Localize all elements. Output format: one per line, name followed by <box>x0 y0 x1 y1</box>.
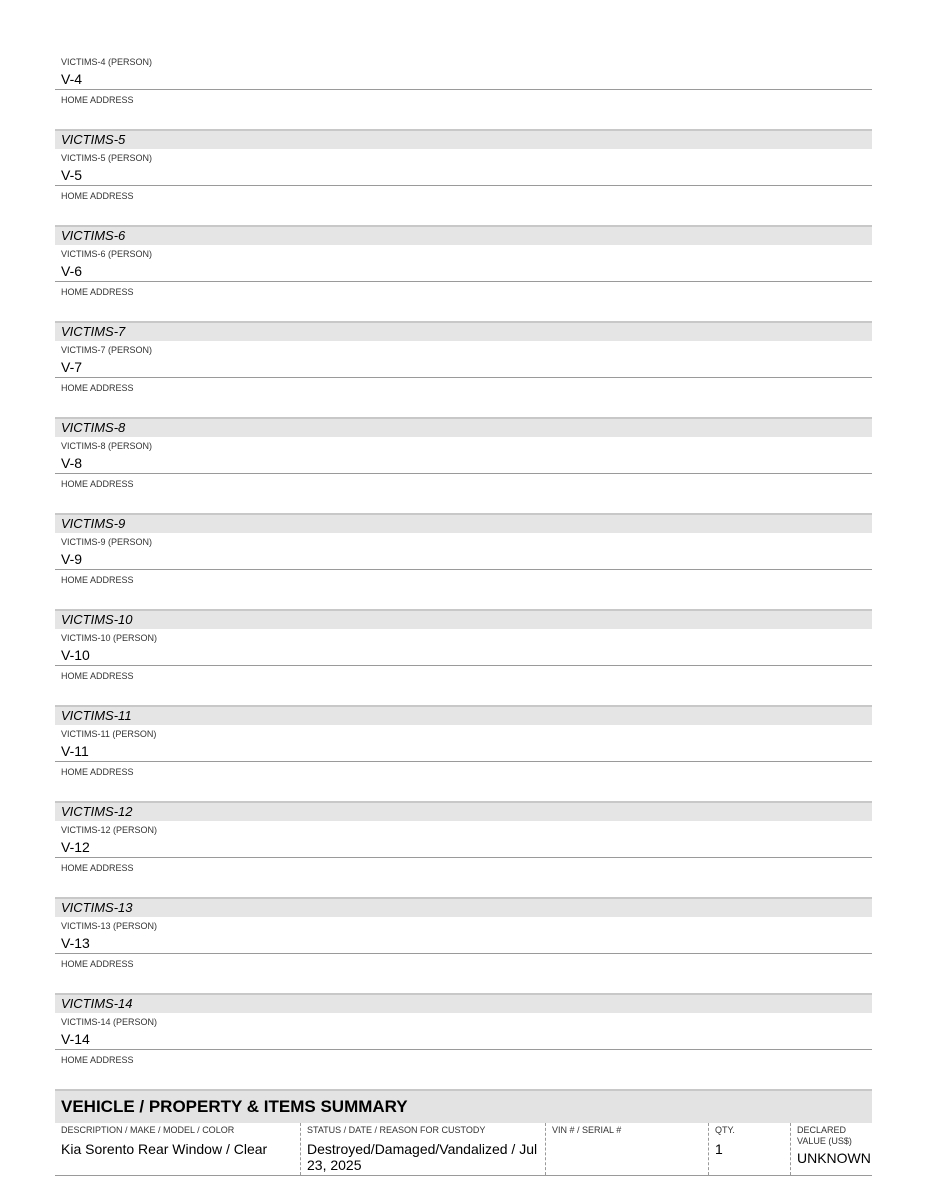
person-label: VICTIMS-10 (PERSON) <box>61 633 158 643</box>
description-cell <box>55 1123 300 1175</box>
person-value: V-4 <box>55 69 872 90</box>
home-address-label: HOME ADDRESS <box>61 479 134 489</box>
qty-cell <box>708 1123 790 1175</box>
description-header: DESCRIPTION / MAKE / MODEL / COLOR <box>61 1125 235 1135</box>
home-address-field <box>55 285 872 321</box>
declared-value-value: UNKNOWN <box>797 1150 871 1166</box>
person-label: VICTIMS-7 (PERSON) <box>61 345 153 355</box>
home-address-field <box>55 573 872 609</box>
vin-cell <box>545 1123 708 1175</box>
home-address-label: HOME ADDRESS <box>61 767 134 777</box>
section-header: VICTIMS-5 <box>55 129 872 149</box>
victim-entry-9 <box>55 513 872 609</box>
section-header: VICTIMS-12 <box>55 801 872 821</box>
home-address-label: HOME ADDRESS <box>61 575 134 585</box>
person-label: VICTIMS-13 (PERSON) <box>61 921 158 931</box>
home-address-label: HOME ADDRESS <box>61 959 134 969</box>
victim-entry-7 <box>55 321 872 417</box>
home-address-label: HOME ADDRESS <box>61 671 134 681</box>
home-address-field <box>55 669 872 705</box>
person-label: VICTIMS-12 (PERSON) <box>61 825 158 835</box>
home-address-field <box>55 477 872 513</box>
section-header: VICTIMS-8 <box>55 417 872 437</box>
home-address-field <box>55 189 872 225</box>
home-address-label: HOME ADDRESS <box>61 287 134 297</box>
summary-title: VEHICLE / PROPERTY & ITEMS SUMMARY <box>55 1089 872 1123</box>
home-address-label: HOME ADDRESS <box>61 383 134 393</box>
person-label: VICTIMS-5 (PERSON) <box>61 153 153 163</box>
person-value: V-14 <box>55 1029 872 1050</box>
property-summary <box>55 1089 872 1176</box>
home-address-label: HOME ADDRESS <box>61 1055 134 1065</box>
victim-entry-8 <box>55 417 872 513</box>
person-value: V-10 <box>55 645 872 666</box>
home-address-field <box>55 93 872 129</box>
description-value: Kia Sorento Rear Window / Clear <box>61 1141 268 1157</box>
person-label: VICTIMS-6 (PERSON) <box>61 249 153 259</box>
home-address-label: HOME ADDRESS <box>61 863 134 873</box>
summary-table <box>55 1123 872 1176</box>
victim-entries <box>55 129 872 1089</box>
section-header: VICTIMS-9 <box>55 513 872 533</box>
section-header: VICTIMS-13 <box>55 897 872 917</box>
home-address-field <box>55 861 872 897</box>
status-value: Destroyed/Damaged/Vandalized / Jul 23, 2025 <box>307 1141 538 1173</box>
status-header: STATUS / DATE / REASON FOR CUSTODY <box>307 1125 486 1135</box>
person-label: VICTIMS-4 (PERSON) <box>61 57 153 67</box>
person-label: VICTIMS-11 (PERSON) <box>61 729 157 739</box>
declared-value-cell <box>790 1123 872 1175</box>
victim-entry-5 <box>55 129 872 225</box>
person-value: V-9 <box>55 549 872 570</box>
person-label: VICTIMS-14 (PERSON) <box>61 1017 158 1027</box>
person-label: VICTIMS-8 (PERSON) <box>61 441 153 451</box>
home-address-label: HOME ADDRESS <box>61 191 134 201</box>
declared-value-header: DECLARED VALUE (US$) <box>797 1125 852 1146</box>
victim-entry-11 <box>55 705 872 801</box>
section-header: VICTIMS-10 <box>55 609 872 629</box>
person-value: V-11 <box>55 741 872 762</box>
qty-header: QTY. <box>715 1125 735 1135</box>
victim-entry-6 <box>55 225 872 321</box>
section-header: VICTIMS-14 <box>55 993 872 1013</box>
section-header: VICTIMS-7 <box>55 321 872 341</box>
home-address-field <box>55 1053 872 1089</box>
victim-entry-14 <box>55 993 872 1089</box>
victim-entry-13 <box>55 897 872 993</box>
home-address-label: HOME ADDRESS <box>61 95 134 105</box>
person-value: V-13 <box>55 933 872 954</box>
home-address-field <box>55 381 872 417</box>
person-value: V-12 <box>55 837 872 858</box>
person-value: V-5 <box>55 165 872 186</box>
status-cell <box>300 1123 545 1175</box>
section-header: VICTIMS-11 <box>55 705 872 725</box>
qty-value: 1 <box>715 1141 723 1157</box>
section-header: VICTIMS-6 <box>55 225 872 245</box>
victim-entry-4 <box>55 55 872 129</box>
home-address-field <box>55 765 872 801</box>
vin-header: VIN # / SERIAL # <box>552 1125 622 1135</box>
person-value: V-8 <box>55 453 872 474</box>
person-value: V-6 <box>55 261 872 282</box>
person-label: VICTIMS-9 (PERSON) <box>61 537 153 547</box>
report-page <box>55 55 872 1176</box>
person-value: V-7 <box>55 357 872 378</box>
victim-entry-12 <box>55 801 872 897</box>
victim-entry-10 <box>55 609 872 705</box>
home-address-field <box>55 957 872 993</box>
